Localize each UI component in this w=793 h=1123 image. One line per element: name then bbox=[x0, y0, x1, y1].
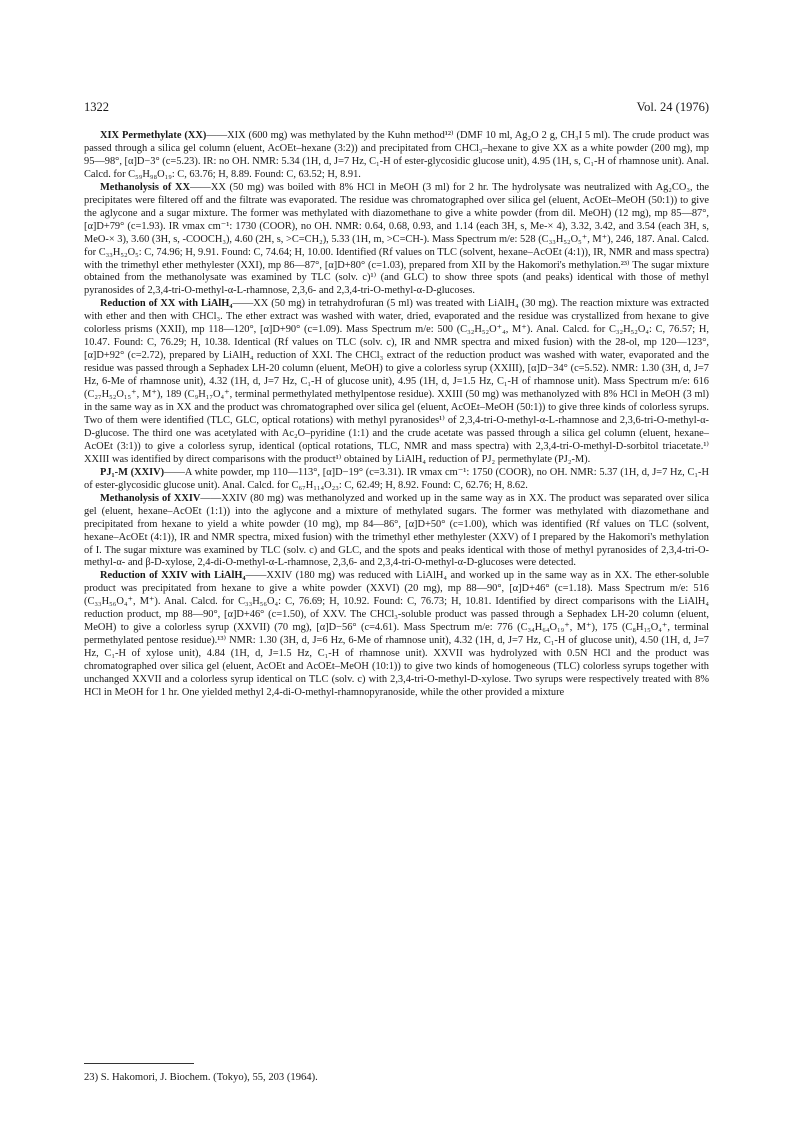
paragraph-text: ——XIX (600 mg) was methylated by the Kuhn method¹²⁾ (DMF 10 ml, Ag₂O 2 g, CH₃I 5 ml). The crude product was passed through a silica gel column (eluent, AcOEt–hexane (3:2)) and precipitated from CHCl₃–hexane to give XX as a white powder (200 mg), mp 95—98°, [α]D−3° (c=5.23). IR: no OH. NMR: 5.34 (1H, d, J=7 Hz, C₁-H of ester-glycosidic glucose unit), 4.95 (1H, s, C₁-H of rhamnose unit). Anal. Calcd. for C₅₉H₉₈O₁₉: C, 63.76; H, 8.89. Found: C, 63.52; H, 8.91. bbox=[84, 130, 709, 180]
paragraph-pj1m-xxiv bbox=[84, 467, 709, 493]
section-lead: XIX Permethylate (XX) bbox=[100, 130, 207, 141]
footnote-rule bbox=[84, 1063, 194, 1064]
section-lead: Methanolysis of XX bbox=[100, 181, 191, 193]
paragraph-methanolysis-xxiv bbox=[84, 493, 709, 571]
paragraph-methanolysis-xx bbox=[84, 182, 709, 299]
section-lead: Methanolysis of XXIV bbox=[100, 492, 201, 504]
volume-label: Vol. 24 (1976) bbox=[636, 100, 709, 114]
article-body bbox=[84, 130, 709, 700]
section-lead: Reduction of XX with LiAlH₄ bbox=[100, 298, 233, 310]
footnote: 23) S. Hakomori, J. Biochem. (Tokyo), 55, 203 (1964). bbox=[84, 1072, 318, 1083]
section-lead: Reduction of XXIV with LiAlH₄ bbox=[100, 570, 246, 582]
paragraph-text: ——XX (50 mg) in tetrahydrofuran (5 ml) was treated with LiAlH₄ (30 mg). The reaction mixture was extracted with ether and then with CHCl₃. The ether extract was washed with water, dried, evaporated and the residue was crystallized from hexane to give colorless prisms (XXII), mp 118—120°, [α]D+90° (c=1.09). Mass Spectrum m/e: 500 (C₃₂H₅₂O⁺₄, M⁺). Anal. Calcd. for C₃₂H₅₂O₄: C, 76.57; H, 10.47. Found: C, 76.29; H, 10.38. Identical (Rf values on TLC (solv. c), IR and NMR spectra and mixed fusion) with the 28-ol, mp 120—123°, [α]D+92° (c=2.72), prepared by LiAlH₄ reduction of XXI. The CHCl₃ extract of the reduction product was washed with water, evaporated and the residue was passed through a Sephadex LH-20 column (eluent, MeOH) to give a colorless syrup (XXIII), [α]D−34° (c=5.52). NMR: 1.30 (3H, d, J=7 Hz, 6-Me of rhamnose unit), 4.32 (1H, d, J=7 Hz, C₁-H of glucose unit), 4.95 (1H, d, J=1.5 Hz, C₁-H of rhamnose unit). Mass Spectrum m/e: 616 (C₂₇H₅₂O₁₅⁺, M⁺), 189 (C₉H₁₇O₄⁺, terminal permethylated methylpentose residue). XXIII (50 mg) was methanolyzed with 8% HCl in MeOH (3 ml) in the same way as in XX and the product was chromatographed over silica gel (eluent, AcOEt–MeOH (50:1)) to give three kinds of colorless syrups. Two of them were identified (TLC, GLC, optical rotations) with methyl pyranosides¹⁾ of 2,3,4-tri-O-methyl-α-L-rhamnose and 2,3,6-tri-O-methyl-α-D-glucose. The third one was acetylated with Ac₂O–pyridine (1:1) and the crude acetate was passed through a silica gel column (eluent, hexane–AcOEt (3:1)) to give a colorless syrup, identical (optical rotations, TLC, NMR and mass spectra) with 2,3,4-tri-O-methyl-D-sorbitol triacetate.¹⁾ XXIII was identified by direct comparisons with the product¹⁾ obtained by LiAlH₄ reduction of PJ₂ permethylate (PJ₂-M). bbox=[84, 298, 710, 465]
paragraph-text: ——XXIV (180 mg) was reduced with LiAlH₄ and worked up in the same way as in XX. The ether-soluble product was precipitated from hexane to give a white powder (XXVI) (20 mg), mp 88—90°, [α]D+46° (c=1.18). Mass Spectrum m/e: 516 (C₃₃H₅₆O₄⁺, M⁺). Anal. Calcd. for C₃₃H₅₆O₄: C, 76.69; H, 10.92. Found: C, 76.73; H, 10.81. Identified by direct comparisons with the LiAlH₄ reduction product, mp 88—90°, [α]D+46° (c=1.50), of XXV. The CHCl₃-soluble product was passed through a Sephadex LH-20 column (eluent, MeOH) to give a colorless syrup (XXVII) (70 mg), [α]D−56° (c=4.61). Mass Spectrum m/e: 776 (C₃₄H₆₄O₁₉⁺, M⁺), 175 (C₈H₁₅O₄⁺, terminal permethylated pentose residue).¹³⁾ NMR: 1.30 (3H, d, J=6 Hz, 6-Me of rhamnose unit), 4.32 (1H, d, J=7 Hz, C₁-H of glucose unit), 4.50 (1H, d, J=7 Hz, C₁-H of xylose unit), 4.84 (1H, d, J=1.5 Hz, C₁-H of rhamnose unit). XXVII was hydrolyzed with 0.5N HCl and the product was chromatographed over silica gel (eluent, AcOEt and AcOEt–MeOH (10:1)) to give two kinds of homogeneous (TLC) colorless syrups together with unchanged XXVII and a colorless syrup identical on TLC (solv. c) with 2,3,4-tri-O-methyl-D-xylose. Two syrups were respectively treated with 8% HCl in MeOH for 1 hr. One yielded methyl 2,4-di-O-methyl-rhamnopyranoside, while the other provided a mixture bbox=[84, 570, 709, 698]
paragraph-text: ——XX (50 mg) was boiled with 8% HCl in MeOH (3 ml) for 2 hr. The hydrolysate was neutralized with Ag₂CO₃, the precipitates were filtered off and the filtrate was evaporated. The residue was chromatographed over silica gel (eluent, AcOEt–MeOH (50:1)) to give the aglycone and a sugar mixture. The former was methylated with diazomethane to give a white powder (from dil. MeOH) (12 mg), mp 85—87°, [α]D+79° (c=1.93). IR νmax cm⁻¹: 1730 (COOR), no OH. NMR: 0.64, 0.68, 0.93, and 1.14 (each 3H, s, Me-× 4), 3.32, 3.42, and 3.54 (each 3H, s, MeO-× 3), 3.60 (3H, s, -COOCH₃), 4.60 (2H, s, >C=CH₂), 5.33 (1H, m, >C=CH-). Mass Spectrum m/e: 528 (C₃₃H₅₂O₅⁺, M⁺), 246, 187. Anal. Calcd. for C₃₃H₅₂O₅: C, 74.96; H, 9.91. Found: C, 74.64; H, 10.00. Identified (Rf values on TLC (solvent, hexane–AcOEt (4:1)), IR, NMR and mass spectra) with the trimethyl ether methylester (XXI), mp 86—87°, [α]D+80° (c=1.03), prepared from XII by the Hakomori's methylation.²³⁾ The sugar mixture obtained from the methanolysate was examined by TLC (solv. c)¹⁾ (and GLC) to show three spots (and peaks) identical with those of methyl pyranosides of 2,3,4-tri-O-methyl-α-L-rhamnose, 2,3,6- and 2,3,4-tri-O-methyl-α-D-glucoses. bbox=[84, 181, 710, 297]
paragraph-reduction-xxiv bbox=[84, 570, 709, 700]
paragraph-text: ——XXIV (80 mg) was methanolyzed and worked up in the same way as in XX. The product was separated over silica gel (eluent, hexane–AcOEt (1:1)) into the aglycone and a mixture of methylated sugars. The former was methylated with diazomethane and precipitated from hexane to yield a white powder (10 mg), mp 84—86°, [α]D+50° (c=1.00), which was identified (Rf values on TLC (solvent, hexane–AcOEt (4:1)), IR and NMR spectra, mixed fusion) with the trimethyl ether methylester (XXV) of I prepared by the Hakomori's methylation of I. The sugar mixture was examined by TLC (solv. c) and GLC, and the spots and peaks identical with those of methyl pyranosides of 2,3,4-tri-O-methyl-α- and β-D-xylose, 2,4-di-O-methyl-α-L-rhamnose, 2,3,6- and 2,3,4-tri-O-methyl-α-D-glucoses were detected. bbox=[84, 492, 709, 569]
paragraph-xix-permethylate bbox=[84, 130, 709, 182]
paragraph-text: ——A white powder, mp 110—113°, [α]D−19° (c=3.31). IR νmax cm⁻¹: 1750 (COOR), no OH. NMR: 5.37 (1H, d, J=7 Hz, C₁-H of ester-glycosidic glucose unit). Anal. Calcd. for C₆₇H₁₁₄O₂₃: C, 62.49; H, 8.92. Found: C, 62.76; H, 8.62. bbox=[84, 466, 710, 491]
section-lead: PJ₁-M (XXIV) bbox=[100, 466, 165, 478]
page-number: 1322 bbox=[84, 100, 109, 114]
paragraph-reduction-xx bbox=[84, 298, 709, 466]
